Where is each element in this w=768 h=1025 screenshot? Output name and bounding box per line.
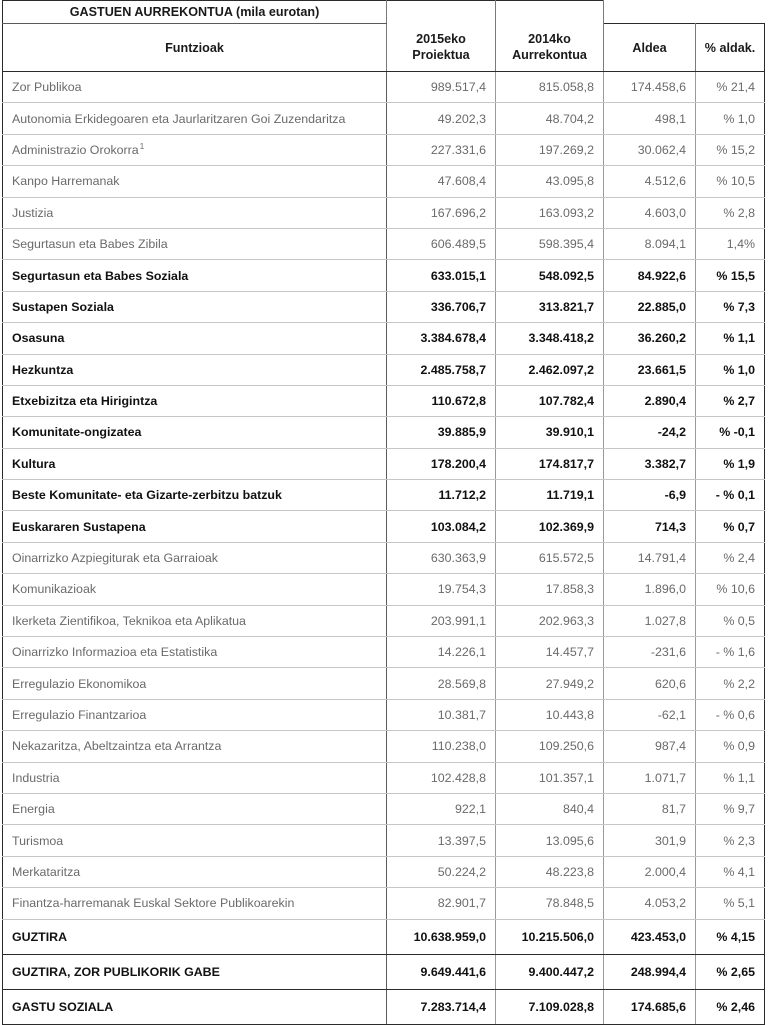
- cell-2014-budget: 13.095,6: [496, 825, 604, 856]
- cell-2014-budget: 548.092,5: [496, 260, 604, 291]
- row-label: Osasuna: [3, 323, 387, 354]
- cell-2014-budget: 109.250,6: [496, 731, 604, 762]
- table-row: [3, 72, 765, 103]
- total-difference: 248.994,4: [604, 954, 696, 989]
- table-row: [3, 448, 765, 479]
- cell-percent-change: % 9,7: [696, 793, 765, 824]
- cell-2015-projection: 167.696,2: [387, 197, 496, 228]
- header-spacer-aldea: [604, 1, 696, 24]
- cell-percent-change: % 0,5: [696, 605, 765, 636]
- row-label: Turismoa: [3, 825, 387, 856]
- cell-2015-projection: 102.428,8: [387, 762, 496, 793]
- total-percent-change: % 4,15: [696, 919, 765, 954]
- cell-2014-budget: 313.821,7: [496, 291, 604, 322]
- cell-2015-projection: 336.706,7: [387, 291, 496, 322]
- row-label: Energia: [3, 793, 387, 824]
- row-label: Kultura: [3, 448, 387, 479]
- row-label: Etxebizitza eta Hirigintza: [3, 385, 387, 416]
- table-row: [3, 385, 765, 416]
- cell-2015-projection: 227.331,6: [387, 134, 496, 165]
- cell-2014-budget: 27.949,2: [496, 668, 604, 699]
- table-row: [3, 605, 765, 636]
- expense-budget-table: [2, 0, 765, 1025]
- cell-difference: 81,7: [604, 793, 696, 824]
- cell-2015-projection: 28.569,8: [387, 668, 496, 699]
- cell-2015-projection: 14.226,1: [387, 637, 496, 668]
- cell-difference: 14.791,4: [604, 542, 696, 573]
- cell-percent-change: % 4,1: [696, 856, 765, 887]
- cell-percent-change: % 15,5: [696, 260, 765, 291]
- cell-difference: -231,6: [604, 637, 696, 668]
- cell-difference: 714,3: [604, 511, 696, 542]
- row-label: Nekazaritza, Abeltzaintza eta Arrantza: [3, 731, 387, 762]
- header-spacer-2014: [496, 1, 604, 24]
- cell-2014-budget: 163.093,2: [496, 197, 604, 228]
- cell-percent-change: % 21,4: [696, 72, 765, 103]
- cell-difference: 23.661,5: [604, 354, 696, 385]
- table-row: [3, 888, 765, 919]
- table-row: [3, 668, 765, 699]
- cell-difference: 22.885,0: [604, 291, 696, 322]
- column-header-aldea: Aldea: [604, 24, 696, 72]
- cell-difference: 4.053,2: [604, 888, 696, 919]
- cell-difference: -24,2: [604, 417, 696, 448]
- row-label: Komunikazioak: [3, 574, 387, 605]
- cell-2015-projection: 606.489,5: [387, 228, 496, 259]
- cell-2014-budget: 11.719,1: [496, 480, 604, 511]
- cell-percent-change: 1,4%: [696, 228, 765, 259]
- cell-2014-budget: 174.817,7: [496, 448, 604, 479]
- cell-2014-budget: 48.704,2: [496, 103, 604, 134]
- cell-percent-change: % 2,7: [696, 385, 765, 416]
- total-row: [3, 954, 765, 989]
- column-header-2015-line1: 2015eko: [416, 32, 466, 47]
- cell-2015-projection: 49.202,3: [387, 103, 496, 134]
- cell-percent-change: % 1,0: [696, 354, 765, 385]
- cell-percent-change: % 10,6: [696, 574, 765, 605]
- cell-2015-projection: 110.672,8: [387, 385, 496, 416]
- row-label: Oinarrizko Azpiegiturak eta Garraioak: [3, 542, 387, 573]
- cell-percent-change: % 5,1: [696, 888, 765, 919]
- total-label: GUZTIRA, ZOR PUBLIKORIK GABE: [3, 954, 387, 989]
- cell-difference: 301,9: [604, 825, 696, 856]
- cell-difference: 3.382,7: [604, 448, 696, 479]
- cell-2015-projection: 82.901,7: [387, 888, 496, 919]
- table-row: [3, 731, 765, 762]
- cell-difference: 2.000,4: [604, 856, 696, 887]
- row-label: Ikerketa Zientifikoa, Teknikoa eta Aplikatua: [3, 605, 387, 636]
- table-row: [3, 511, 765, 542]
- cell-percent-change: % -0,1: [696, 417, 765, 448]
- column-header-2015: [387, 24, 496, 72]
- cell-2015-projection: 989.517,4: [387, 72, 496, 103]
- cell-percent-change: % 1,1: [696, 323, 765, 354]
- cell-difference: 4.603,0: [604, 197, 696, 228]
- cell-percent-change: % 0,9: [696, 731, 765, 762]
- row-label: Hezkuntza: [3, 354, 387, 385]
- table-row: [3, 637, 765, 668]
- cell-difference: 8.094,1: [604, 228, 696, 259]
- cell-difference: 30.062,4: [604, 134, 696, 165]
- cell-percent-change: - % 1,6: [696, 637, 765, 668]
- cell-2014-budget: 39.910,1: [496, 417, 604, 448]
- cell-percent-change: % 2,4: [696, 542, 765, 573]
- total-2014-budget: 7.109.028,8: [496, 989, 604, 1024]
- total-row: [3, 919, 765, 954]
- cell-difference: 36.260,2: [604, 323, 696, 354]
- cell-2014-budget: 101.357,1: [496, 762, 604, 793]
- cell-2014-budget: 197.269,2: [496, 134, 604, 165]
- cell-2014-budget: 102.369,9: [496, 511, 604, 542]
- cell-percent-change: % 2,3: [696, 825, 765, 856]
- cell-percent-change: % 10,5: [696, 166, 765, 197]
- row-label: Segurtasun eta Babes Soziala: [3, 260, 387, 291]
- header-spacer-2015: [387, 1, 496, 24]
- table-row: [3, 323, 765, 354]
- table-row: [3, 480, 765, 511]
- cell-percent-change: % 7,3: [696, 291, 765, 322]
- row-label: Beste Komunitate- eta Gizarte-zerbitzu batzuk: [3, 480, 387, 511]
- row-label: Komunitate-ongizatea: [3, 417, 387, 448]
- cell-2014-budget: 48.223,8: [496, 856, 604, 887]
- cell-2015-projection: 103.084,2: [387, 511, 496, 542]
- cell-difference: 1.896,0: [604, 574, 696, 605]
- total-percent-change: % 2,65: [696, 954, 765, 989]
- table-header: [3, 1, 765, 72]
- row-label: Industria: [3, 762, 387, 793]
- cell-percent-change: % 2,2: [696, 668, 765, 699]
- cell-percent-change: % 2,8: [696, 197, 765, 228]
- cell-difference: 620,6: [604, 668, 696, 699]
- cell-2015-projection: 47.608,4: [387, 166, 496, 197]
- row-label: Oinarrizko Informazioa eta Estatistika: [3, 637, 387, 668]
- cell-2015-projection: 633.015,1: [387, 260, 496, 291]
- cell-2014-budget: 17.858,3: [496, 574, 604, 605]
- table-row: [3, 793, 765, 824]
- cell-percent-change: % 1,1: [696, 762, 765, 793]
- table-row: [3, 260, 765, 291]
- total-percent-change: % 2,46: [696, 989, 765, 1024]
- table-row: [3, 542, 765, 573]
- cell-difference: 1.071,7: [604, 762, 696, 793]
- cell-2015-projection: 2.485.758,7: [387, 354, 496, 385]
- header-row-columns: [3, 24, 765, 72]
- cell-2015-projection: 13.397,5: [387, 825, 496, 856]
- header-spacer-pct: [696, 1, 765, 24]
- footnote-marker: 1: [139, 141, 145, 151]
- total-2015-projection: 9.649.441,6: [387, 954, 496, 989]
- row-label: Erregulazio Finantzarioa: [3, 699, 387, 730]
- row-label: Segurtasun eta Babes Zibila: [3, 228, 387, 259]
- cell-percent-change: % 15,2: [696, 134, 765, 165]
- cell-difference: 174.458,6: [604, 72, 696, 103]
- table-row: [3, 354, 765, 385]
- cell-2014-budget: 840,4: [496, 793, 604, 824]
- column-header-funtzioak: Funtzioak: [3, 24, 387, 72]
- cell-percent-change: % 1,0: [696, 103, 765, 134]
- table-row: [3, 197, 765, 228]
- cell-difference: 4.512,6: [604, 166, 696, 197]
- cell-difference: 2.890,4: [604, 385, 696, 416]
- cell-difference: 1.027,8: [604, 605, 696, 636]
- total-difference: 174.685,6: [604, 989, 696, 1024]
- table-title-cell: GASTUEN AURREKONTUA (mila eurotan): [3, 1, 387, 24]
- total-row: [3, 989, 765, 1024]
- column-header-2014: [496, 24, 604, 72]
- table-body: [3, 72, 765, 1025]
- cell-2014-budget: 43.095,8: [496, 166, 604, 197]
- cell-2015-projection: 10.381,7: [387, 699, 496, 730]
- total-2015-projection: 10.638.959,0: [387, 919, 496, 954]
- cell-2015-projection: 203.991,1: [387, 605, 496, 636]
- cell-difference: -6,9: [604, 480, 696, 511]
- total-2014-budget: 9.400.447,2: [496, 954, 604, 989]
- cell-2014-budget: 615.572,5: [496, 542, 604, 573]
- total-difference: 423.453,0: [604, 919, 696, 954]
- cell-2015-projection: 630.363,9: [387, 542, 496, 573]
- cell-difference: 987,4: [604, 731, 696, 762]
- cell-percent-change: - % 0,1: [696, 480, 765, 511]
- cell-2014-budget: 2.462.097,2: [496, 354, 604, 385]
- row-label: Finantza-harremanak Euskal Sektore Publikoarekin: [3, 888, 387, 919]
- cell-2015-projection: 11.712,2: [387, 480, 496, 511]
- total-2015-projection: 7.283.714,4: [387, 989, 496, 1024]
- cell-2014-budget: 10.443,8: [496, 699, 604, 730]
- cell-2015-projection: 3.384.678,4: [387, 323, 496, 354]
- row-label: Merkataritza: [3, 856, 387, 887]
- cell-2014-budget: 107.782,4: [496, 385, 604, 416]
- header-row-title: [3, 1, 765, 24]
- table-row: [3, 134, 765, 165]
- total-2014-budget: 10.215.506,0: [496, 919, 604, 954]
- cell-2014-budget: 78.848,5: [496, 888, 604, 919]
- cell-difference: 84.922,6: [604, 260, 696, 291]
- cell-2015-projection: 39.885,9: [387, 417, 496, 448]
- row-label: Zor Publikoa: [3, 72, 387, 103]
- table-row: [3, 291, 765, 322]
- row-label: Erregulazio Ekonomikoa: [3, 668, 387, 699]
- row-label: Justizia: [3, 197, 387, 228]
- cell-difference: 498,1: [604, 103, 696, 134]
- cell-2015-projection: 110.238,0: [387, 731, 496, 762]
- cell-2015-projection: 19.754,3: [387, 574, 496, 605]
- cell-2014-budget: 202.963,3: [496, 605, 604, 636]
- table-row: [3, 417, 765, 448]
- table-row: [3, 166, 765, 197]
- cell-percent-change: % 1,9: [696, 448, 765, 479]
- cell-2014-budget: 815.058,8: [496, 72, 604, 103]
- total-label: GASTU SOZIALA: [3, 989, 387, 1024]
- cell-difference: -62,1: [604, 699, 696, 730]
- table-row: [3, 228, 765, 259]
- row-label: Autonomia Erkidegoaren eta Jaurlaritzaren Goi Zuzendaritza: [3, 103, 387, 134]
- cell-2015-projection: 922,1: [387, 793, 496, 824]
- cell-2014-budget: 598.395,4: [496, 228, 604, 259]
- cell-2015-projection: 50.224,2: [387, 856, 496, 887]
- row-label: Kanpo Harremanak: [3, 166, 387, 197]
- cell-percent-change: % 0,7: [696, 511, 765, 542]
- column-header-2014-line1: 2014ko: [528, 32, 571, 47]
- table-row: [3, 574, 765, 605]
- column-header-2015-line2: Proiektua: [412, 48, 470, 63]
- cell-percent-change: - % 0,6: [696, 699, 765, 730]
- row-label: Administrazio Orokorra$^1$: [3, 134, 387, 165]
- table-row: [3, 856, 765, 887]
- cell-2015-projection: 178.200,4: [387, 448, 496, 479]
- column-header-pct: % aldak.: [696, 24, 765, 72]
- table-row: [3, 103, 765, 134]
- cell-2014-budget: 14.457,7: [496, 637, 604, 668]
- table-row: [3, 825, 765, 856]
- column-header-2014-line2: Aurrekontua: [512, 48, 587, 63]
- cell-2014-budget: 3.348.418,2: [496, 323, 604, 354]
- total-label: GUZTIRA: [3, 919, 387, 954]
- table-row: [3, 699, 765, 730]
- table-row: [3, 762, 765, 793]
- row-label: Euskararen Sustapena: [3, 511, 387, 542]
- row-label: Sustapen Soziala: [3, 291, 387, 322]
